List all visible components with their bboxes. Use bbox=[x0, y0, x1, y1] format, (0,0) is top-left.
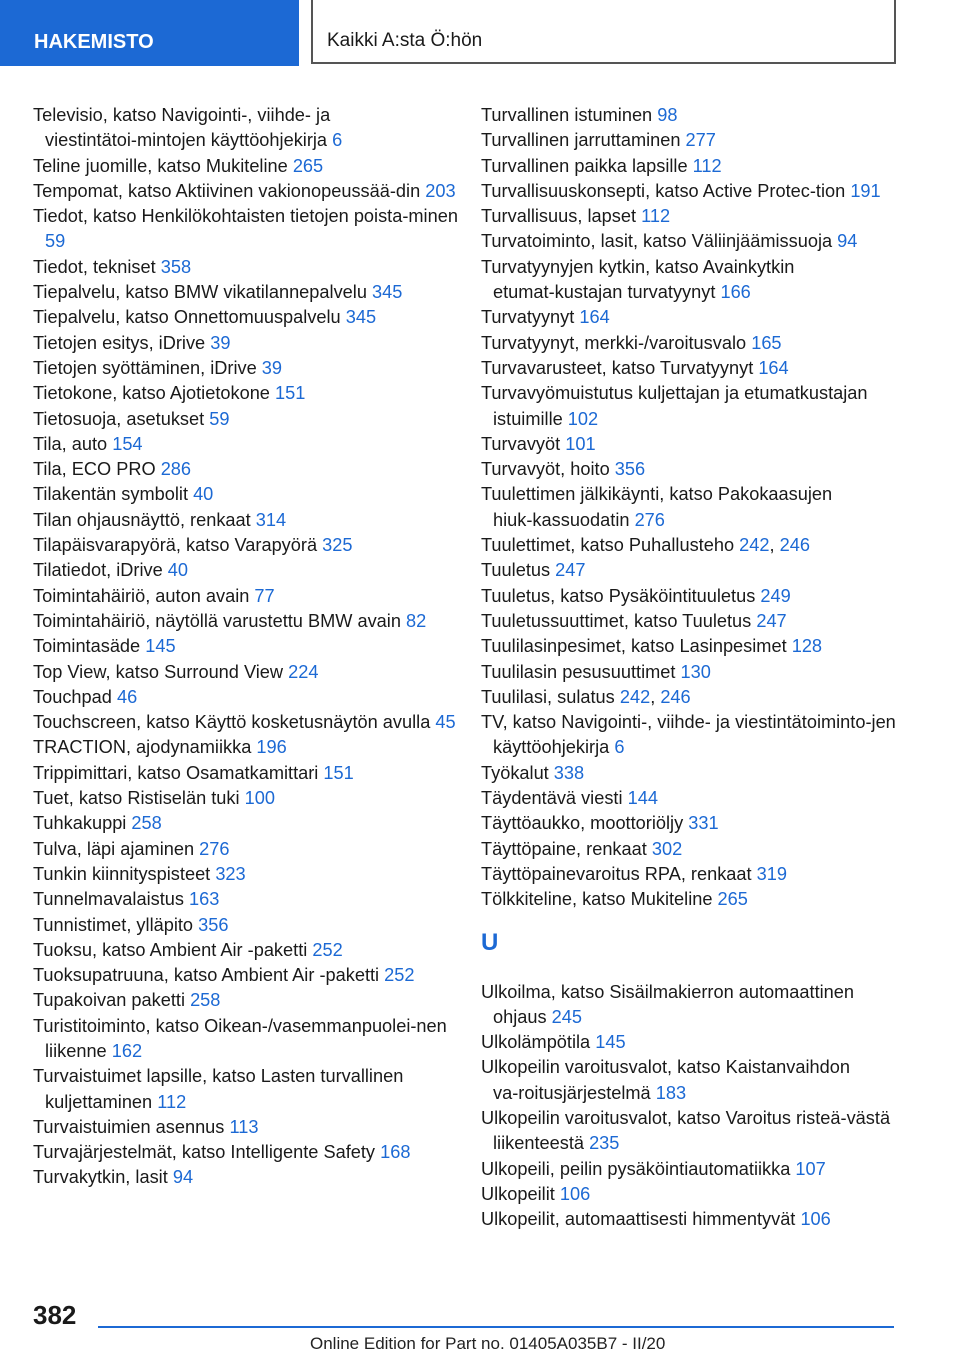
entry-term: Turvatyynyjen kytkin, katso Avainkytkin etumat‑kustajan turvatyynyt bbox=[481, 256, 795, 303]
page-link[interactable]: 319 bbox=[756, 863, 788, 884]
index-entry bbox=[481, 305, 901, 330]
page-link[interactable]: 277 bbox=[685, 130, 716, 151]
entry-term: Turvavyömuistutus kuljettajan ja etumatkustajan istuimille bbox=[481, 383, 868, 429]
index-entry bbox=[481, 381, 901, 432]
page-link[interactable]: 40 bbox=[193, 484, 214, 505]
index-entry bbox=[481, 584, 901, 609]
page-link[interactable]: 106 bbox=[800, 1209, 831, 1230]
page-link[interactable]: 265 bbox=[292, 155, 324, 176]
entry-term: Turvaistuimet lapsille, katso Lasten turvallinen kuljettaminen bbox=[33, 1066, 404, 1112]
index-entry bbox=[33, 255, 473, 280]
index-entry bbox=[33, 558, 473, 583]
index-entry bbox=[33, 634, 473, 659]
entry-term: Tilatiedot, iDrive bbox=[33, 560, 163, 581]
index-entry bbox=[481, 660, 901, 685]
entry-term: Toimintasäde bbox=[33, 636, 141, 657]
index-entry bbox=[481, 1157, 901, 1182]
page-link[interactable]: 164 bbox=[758, 357, 789, 378]
page-link[interactable]: 100 bbox=[244, 788, 275, 809]
index-entry bbox=[33, 179, 473, 204]
entry-term: Tuulettimet, katso Puhallusteho bbox=[481, 535, 735, 556]
index-entry bbox=[33, 1014, 473, 1065]
entry-term: Työkalut bbox=[481, 762, 549, 783]
page-link[interactable]: 106 bbox=[559, 1183, 591, 1204]
entry-term: Ulkopeilin varoitusvalot, katso Varoitus risteä‑västä liikenteestä bbox=[481, 1107, 891, 1154]
page-link[interactable]: 98 bbox=[657, 105, 678, 125]
page-link[interactable]: 323 bbox=[215, 863, 246, 884]
entry-term: Tilan ohjausnäyttö, renkaat bbox=[33, 509, 251, 530]
index-entry bbox=[33, 432, 473, 457]
entry-term: Täyttöpainevaroitus RPA, renkaat bbox=[481, 863, 752, 884]
entry-term: Tunnistimet, ylläpito bbox=[33, 914, 194, 935]
entry-term: Tuulilasinpesimet, katso Lasinpesimet bbox=[481, 636, 787, 657]
index-entry bbox=[481, 1055, 901, 1106]
index-entry bbox=[481, 1030, 901, 1055]
footer-edition: Online Edition for Part no. 01405A035B7 - II/20 bbox=[310, 1334, 666, 1353]
page-link[interactable]: 338 bbox=[553, 762, 585, 783]
page-link[interactable]: 245 bbox=[551, 1006, 583, 1027]
index-entry bbox=[33, 660, 473, 685]
index-entry bbox=[481, 609, 901, 634]
page-link[interactable]: 6 bbox=[332, 130, 343, 151]
entry-term: TV, katso Navigointi-, viihde- ja viestintätoiminto‑jen käyttöohjekirja bbox=[481, 712, 896, 758]
entry-term: Tunnelmavalaistus bbox=[33, 889, 184, 910]
page-link[interactable]: 6 bbox=[614, 737, 625, 758]
entry-term: Turvakytkin, lasit bbox=[33, 1167, 168, 1188]
index-entry bbox=[481, 482, 901, 533]
page-link[interactable]: 242 bbox=[739, 535, 770, 556]
page-link[interactable]: 40 bbox=[167, 560, 189, 581]
index-entry bbox=[33, 811, 473, 836]
index-entry bbox=[33, 609, 473, 634]
entry-term: Ulkopeilin varoitusvalot, katso Kaistanvaihdon va‑roitusjärjestelmä bbox=[481, 1057, 851, 1103]
page-link[interactable]: 345 bbox=[372, 282, 403, 303]
entry-term: Teline juomille, katso Mukiteline bbox=[33, 155, 288, 176]
page-link[interactable]: 258 bbox=[131, 813, 162, 834]
entry-term: Tupakoivan paketti bbox=[33, 990, 185, 1011]
page-link[interactable]: 144 bbox=[627, 788, 658, 809]
index-entry bbox=[481, 1106, 901, 1157]
index-entry bbox=[33, 533, 473, 558]
entry-term: Tuuletus bbox=[481, 560, 551, 581]
index-entry bbox=[33, 988, 473, 1013]
page-link[interactable]: 168 bbox=[380, 1142, 411, 1163]
index-entry bbox=[33, 1115, 473, 1140]
page-link[interactable]: 356 bbox=[614, 459, 646, 480]
section-title: Kaikki A:sta Ö:hön bbox=[311, 0, 896, 64]
page-link[interactable]: 249 bbox=[760, 585, 791, 606]
page-link[interactable]: 39 bbox=[261, 357, 283, 378]
footer bbox=[310, 1334, 665, 1354]
entry-term: Ulkolämpötila bbox=[481, 1032, 591, 1053]
index-column-left bbox=[33, 103, 473, 1191]
index-column-right bbox=[481, 103, 901, 1232]
index-entry bbox=[481, 356, 901, 381]
entry-term: Turvaistuimien asennus bbox=[33, 1116, 225, 1137]
index-entry bbox=[481, 811, 901, 836]
index-entry bbox=[481, 432, 901, 457]
entry-term: Tietojen esitys, iDrive bbox=[33, 332, 206, 353]
page-link[interactable]: 163 bbox=[189, 889, 220, 910]
entry-term: TRACTION, ajodynamiikka bbox=[33, 737, 252, 758]
index-entry bbox=[481, 331, 901, 356]
entry-term: Tietojen syöttäminen, iDrive bbox=[33, 357, 257, 378]
index-entry bbox=[33, 305, 473, 330]
entry-term: Tuulilasin pesusuuttimet bbox=[481, 661, 676, 682]
entry-term: Tuulettimen jälkikäynti, katso Pakokaasujen hiuk‑kassuodatin bbox=[481, 484, 833, 530]
entry-term: Ulkopeilit bbox=[481, 1183, 555, 1204]
index-entry bbox=[33, 887, 473, 912]
entry-term: Tiedot, katso Henkilökohtaisten tietojen poista‑minen bbox=[33, 206, 458, 227]
page-link[interactable]: 183 bbox=[655, 1082, 687, 1103]
index-entry bbox=[33, 508, 473, 533]
index-entry bbox=[481, 980, 901, 1031]
entry-term: Tulva, läpi ajaminen bbox=[33, 838, 195, 859]
entry-term: Turvallinen istuminen bbox=[481, 105, 653, 125]
index-entry bbox=[481, 128, 901, 153]
index-entry bbox=[481, 179, 901, 204]
index-entry bbox=[33, 938, 473, 963]
entry-term: Televisio, katso Navigointi-, viihde- ja viestintätoi‑mintojen käyttöohjekirja bbox=[33, 105, 331, 151]
page-link[interactable]: 39 bbox=[210, 332, 231, 353]
entry-term: Ulkopeili, peilin pysäköintiautomatiikka bbox=[481, 1158, 791, 1179]
page-link[interactable]: 77 bbox=[254, 585, 275, 606]
page-link[interactable]: 252 bbox=[384, 965, 415, 986]
index-entry bbox=[33, 913, 473, 938]
index-entry bbox=[481, 634, 901, 659]
entry-term: Tila, ECO PRO bbox=[33, 459, 156, 480]
index-entry bbox=[33, 786, 473, 811]
page-link[interactable]: 358 bbox=[160, 256, 192, 277]
index-entry bbox=[481, 103, 901, 128]
entry-term: Tietosuoja, asetukset bbox=[33, 408, 205, 429]
page-link[interactable]: 247 bbox=[756, 610, 787, 631]
entry-term: Tiedot, tekniset bbox=[33, 256, 156, 277]
page-link[interactable]: 112 bbox=[692, 155, 722, 176]
entry-term: Top View, katso Surround View bbox=[33, 661, 284, 682]
index-entry bbox=[33, 407, 473, 432]
page-link[interactable]: 145 bbox=[595, 1032, 626, 1053]
index-entry bbox=[33, 154, 473, 179]
entry-term: Täydentävä viesti bbox=[481, 788, 623, 809]
entry-term: Toimintahäiriö, auton avain bbox=[33, 585, 250, 606]
index-entry bbox=[33, 482, 473, 507]
entry-term: Tuulilasi, sulatus bbox=[481, 686, 615, 707]
page-link[interactable]: 252 bbox=[312, 939, 343, 960]
page-link[interactable]: 276 bbox=[634, 509, 665, 530]
index-list-t bbox=[481, 103, 901, 913]
page-link[interactable]: 265 bbox=[717, 889, 748, 910]
index-entry bbox=[33, 710, 473, 735]
page-link[interactable]: 166 bbox=[720, 282, 751, 303]
page-link[interactable]: 224 bbox=[288, 661, 319, 682]
page-link[interactable]: 331 bbox=[688, 813, 719, 834]
index-entry bbox=[33, 331, 473, 356]
page-link[interactable]: 113 bbox=[229, 1116, 259, 1137]
page-link[interactable]: 59 bbox=[45, 231, 66, 252]
entry-term: Tunkin kiinnityspisteet bbox=[33, 863, 211, 884]
entry-term: Tölkkiteline, katso Mukiteline bbox=[481, 889, 713, 910]
page-link[interactable]: 59 bbox=[209, 408, 230, 429]
page-header bbox=[0, 0, 960, 66]
page-link[interactable]: 151 bbox=[323, 762, 354, 783]
entry-term: Tuoksupatruuna, katso Ambient Air -paketti bbox=[33, 965, 380, 986]
page-link[interactable]: 46 bbox=[116, 686, 138, 707]
page-link[interactable]: 203 bbox=[425, 180, 456, 201]
entry-term: Tiepalvelu, katso BMW vikatilannepalvelu bbox=[33, 282, 367, 303]
page-link[interactable]: 128 bbox=[791, 636, 823, 657]
entry-term: Täyttöaukko, moottoriöljy bbox=[481, 813, 684, 834]
entry-term: Tempomat, katso Aktiivinen vakionopeussää‑din bbox=[33, 180, 421, 201]
page-link[interactable]: 102 bbox=[567, 408, 599, 429]
entry-term: Täyttöpaine, renkaat bbox=[481, 838, 647, 859]
entry-term: Tuuletussuuttimet, katso Tuuletus bbox=[481, 610, 752, 631]
page-link[interactable]: 82 bbox=[406, 610, 427, 631]
page-link[interactable]: 196 bbox=[256, 737, 287, 758]
entry-term: Ulkoilma, katso Sisäilmakierron automaattinen ohjaus bbox=[481, 981, 855, 1027]
index-entry bbox=[481, 761, 901, 786]
page-link[interactable]: 302 bbox=[651, 838, 683, 859]
entry-term: Tiepalvelu, katso Onnettomuuspalvelu bbox=[33, 307, 341, 328]
entry-term: Tilakentän symbolit bbox=[33, 484, 188, 505]
footer-rule bbox=[98, 1326, 894, 1328]
entry-term: Turvatyynyt, merkki-/varoitusvalo bbox=[481, 332, 747, 353]
index-entry: Tuulilasi, sulatus 242, 246 bbox=[481, 686, 691, 707]
index-entry bbox=[481, 710, 901, 761]
entry-term: Tilapäisvarapyörä, katso Varapyörä bbox=[33, 535, 318, 556]
entry-term: Touchpad bbox=[33, 686, 112, 707]
index-entry bbox=[33, 963, 473, 988]
entry-term: Turvallinen jarruttaminen bbox=[481, 130, 681, 151]
page-link[interactable]: 94 bbox=[837, 231, 858, 252]
index-entry bbox=[481, 457, 901, 482]
entry-term: Turvajärjestelmät, katso Intelligente Safety bbox=[33, 1142, 376, 1163]
index-entry bbox=[33, 280, 473, 305]
page-link[interactable]: 325 bbox=[322, 535, 353, 556]
page-link[interactable]: 130 bbox=[680, 661, 711, 682]
index-entry bbox=[481, 558, 901, 583]
index-entry bbox=[33, 837, 473, 862]
entry-term: Turvavyöt bbox=[481, 433, 561, 454]
section-letter: U bbox=[481, 928, 499, 956]
page-link[interactable]: 246 bbox=[660, 686, 691, 707]
entry-term: Turvatoiminto, lasit, katso Väliinjäämissuoja bbox=[481, 231, 833, 252]
index-entry bbox=[481, 255, 901, 306]
index-list-u bbox=[481, 980, 901, 1233]
page-link[interactable]: 112 bbox=[641, 206, 671, 227]
index-entry bbox=[33, 735, 473, 760]
entry-term: Touchscreen, katso Käyttö kosketusnäytön avulla bbox=[33, 712, 431, 733]
index-entry bbox=[33, 761, 473, 786]
entry-term: Turvavarusteet, katso Turvatyynyt bbox=[481, 357, 754, 378]
entry-term: Tila, auto bbox=[33, 433, 108, 454]
index-entry bbox=[33, 103, 473, 154]
index-entry bbox=[33, 381, 473, 406]
index-entry: Tuulettimet, katso Puhallusteho 242, 246 bbox=[481, 535, 810, 556]
page-link[interactable]: 235 bbox=[589, 1133, 620, 1154]
entry-term: Turvatyynyt bbox=[481, 307, 575, 328]
index-entry bbox=[481, 1182, 901, 1207]
entry-term: Ulkopeilit, automaattisesti himmentyvät bbox=[481, 1209, 796, 1230]
index-entry bbox=[33, 584, 473, 609]
index-entry bbox=[481, 862, 901, 887]
index-entry bbox=[33, 457, 473, 482]
page-link[interactable]: 45 bbox=[435, 712, 456, 733]
page-link[interactable]: 242 bbox=[619, 686, 651, 707]
page-link[interactable]: 112 bbox=[157, 1091, 187, 1112]
entry-term: Turistitoiminto, katso Oikean-/vasemmanpuolei‑nen liikenne bbox=[33, 1015, 447, 1061]
page-link[interactable]: 162 bbox=[111, 1040, 143, 1061]
entry-term: Tuuletus, katso Pysäköintituuletus bbox=[481, 585, 756, 606]
entry-term: Turvallisuus, lapset bbox=[481, 206, 636, 227]
index-entry bbox=[33, 356, 473, 381]
page-link[interactable]: 258 bbox=[190, 990, 221, 1011]
index-entry bbox=[33, 685, 473, 710]
index-entry bbox=[33, 862, 473, 887]
index-entry bbox=[481, 786, 901, 811]
index-entry bbox=[481, 837, 901, 862]
page-link[interactable]: 247 bbox=[555, 560, 586, 581]
index-entry bbox=[33, 1064, 473, 1115]
page-link[interactable]: 151 bbox=[275, 383, 306, 404]
page-link[interactable]: 94 bbox=[172, 1167, 194, 1188]
page-link[interactable]: 154 bbox=[112, 433, 143, 454]
page-number: 382 bbox=[33, 1300, 77, 1330]
page-link[interactable]: 165 bbox=[751, 332, 782, 353]
page-link[interactable]: 286 bbox=[160, 459, 192, 480]
index-entry bbox=[33, 204, 473, 255]
index-entry bbox=[33, 1165, 473, 1190]
page-link[interactable]: 314 bbox=[255, 509, 287, 530]
page-link[interactable]: 107 bbox=[795, 1158, 826, 1179]
index-entry bbox=[481, 229, 901, 254]
index-entry bbox=[33, 1140, 473, 1165]
entry-term: Turvallisuuskonsepti, katso Active Protec‑tion bbox=[481, 180, 846, 201]
entry-term: Tuhkakuppi bbox=[33, 813, 127, 834]
entry-term: Trippimittari, katso Osamatkamittari bbox=[33, 762, 319, 783]
page-link[interactable]: 345 bbox=[345, 307, 377, 328]
index-entry bbox=[481, 154, 901, 179]
page-link[interactable]: 276 bbox=[199, 838, 230, 859]
entry-term: Tuoksu, katso Ambient Air -paketti bbox=[33, 939, 308, 960]
entry-term: Tuet, katso Ristiselän tuki bbox=[33, 788, 240, 809]
page-link[interactable]: 246 bbox=[779, 535, 810, 556]
index-entry bbox=[481, 204, 901, 229]
page-link[interactable]: 101 bbox=[565, 433, 596, 454]
index-entry bbox=[481, 887, 901, 912]
page-link[interactable]: 191 bbox=[850, 180, 881, 201]
tab-index[interactable]: HAKEMISTO bbox=[0, 0, 299, 66]
entry-term: Turvallinen paikka lapsille bbox=[481, 155, 688, 176]
entry-term: Toimintahäiriö, näytöllä varustettu BMW avain bbox=[33, 610, 401, 631]
page-link[interactable]: 145 bbox=[145, 636, 176, 657]
entry-term: Turvavyöt, hoito bbox=[481, 459, 610, 480]
entry-term: Tietokone, katso Ajotietokone bbox=[33, 383, 270, 404]
page-link[interactable]: 356 bbox=[198, 914, 229, 935]
page-link[interactable]: 164 bbox=[579, 307, 610, 328]
index-entry bbox=[481, 1207, 901, 1232]
